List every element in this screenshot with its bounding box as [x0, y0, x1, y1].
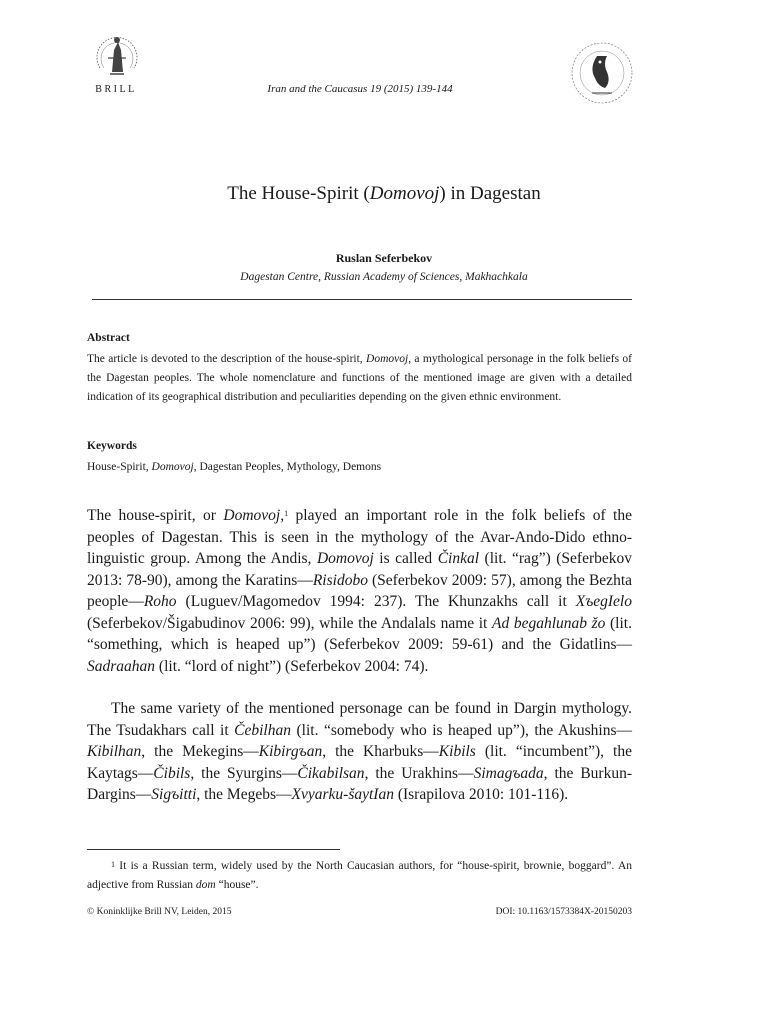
title-text: The House-Spirit ( — [227, 183, 370, 204]
title-text-end: ) in Dagestan — [439, 183, 541, 204]
footnote-number: 1 — [111, 860, 115, 869]
publisher-name: BRILL — [95, 84, 137, 95]
article-title — [0, 183, 768, 205]
copyright-notice: © Koninklijke Brill NV, Leiden, 2015 — [87, 907, 232, 917]
footnote-divider — [87, 849, 340, 850]
footnote-1: $^1$ It is a Russian term, widely used by the North Caucasian authors, for “house-spirit, brownie, boggard”. An adjective from Russian dom “house”. — [87, 860, 632, 891]
body-paragraph-2: The same variety of the mentioned personage can be found in Dargin mythology. The Tsudakhars call it Čebilhan (lit. “somebody who is heaped up”), the Akushins—Kibilhan, the Mekegins—Kibirgъan, the Kharbuks—Kibils (lit. “incumbent”), the Kaytags—Čibils, the Syurgins—Čikabilsan, the Urakhins—Simagъada, the Burkun-Dargins—Sigъitti, the Megebs—Xvyarku-šaytIan (Israpilova 2010: 101-116). — [87, 700, 632, 803]
author-name: Ruslan Seferbekov — [335, 251, 433, 265]
caucasian-centre-logo-icon — [567, 38, 637, 108]
keywords-heading: Keywords — [87, 440, 137, 452]
abstract-text: The article is devoted to the description of the house-spirit, Domovoj, a mythological personage in the folk beliefs of the Dagestan peoples. The whole nomenclature and functions of the mentioned image are given with a detailed indication of its geographical distribution and peculiarities depending on the given ethnic environment. — [87, 353, 632, 403]
author-affiliation: Dagestan Centre, Russian Academy of Sciences, Makhachkala — [240, 271, 528, 283]
abstract-heading: Abstract — [87, 332, 130, 344]
journal-citation: Iran and the Caucasus 19 (2015) 139-144 — [267, 83, 453, 95]
header-divider — [92, 299, 632, 300]
doi-link[interactable]: DOI: 10.1163/1573384X-20150203 — [495, 907, 632, 917]
footnote-ref[interactable]: 1 — [284, 509, 289, 518]
body-paragraph-1: The house-spirit, or Domovoj,$^1$ played an important role in the folk beliefs of the peoples of Dagestan. This is seen in the mythology of the Avar-Ando-Dido ethno-linguistic group. Among the Andis, Domovoj is called Činkal (lit. “rag”) (Seferbekov 2013: 78-90), among the Karatins—Risidobo (Seferbekov 2009: 57), among the Bezhta people—Roho (Luguev/Magomedov 1994: 237). The Khunzakhs call it XъegIelo (Seferbekov/Šigabudinov 2006: 99), while the Andalals name it Ad begahlunab žo (lit. “something, which is heaped up”) (Seferbekov 2009: 59-61) and the Gidatlins—Sadraahan (lit. “lord of night”) (Seferbekov 2004: 74). — [87, 507, 633, 675]
brill-printer-logo-icon — [92, 28, 142, 88]
title-italic-term: Domovoj — [369, 183, 440, 204]
keywords-list: House-Spirit, Domovoj, Dagestan Peoples, Mythology, Demons — [87, 461, 382, 473]
